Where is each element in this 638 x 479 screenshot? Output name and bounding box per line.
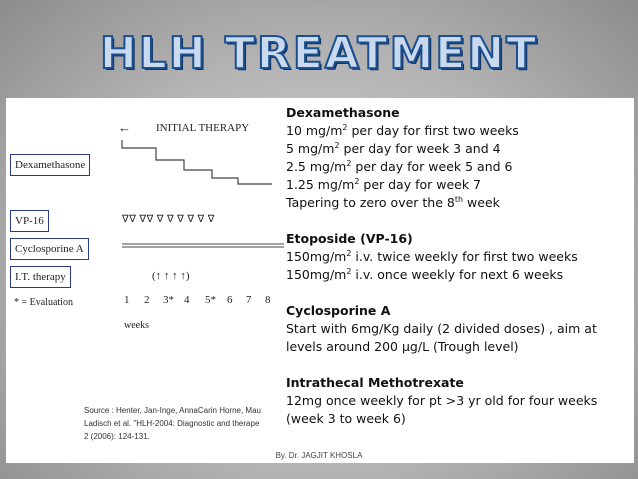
week-4: 4 xyxy=(184,294,190,306)
etoposide-heading: Etoposide (VP-16) xyxy=(286,231,413,246)
source-citation: Source : Henter, Jan-Inge, AnnaCarin Horne, Mau Ladisch et al. "HLH-2004: Diagnostic and therape 2 (2006): 124-131. xyxy=(84,406,261,441)
week-7: 7 xyxy=(246,294,252,306)
weeks-label: weeks xyxy=(124,320,149,331)
week-3: 3* xyxy=(163,294,174,306)
week-2: 2 xyxy=(144,294,150,306)
slide-title: HLH TREATMENT xyxy=(99,28,539,79)
label-cyclosporine: Cyclosporine A xyxy=(10,238,89,260)
vp16-dose-marks: ∇∇ ∇∇ ∇ ∇ ∇ ∇ ∇ ∇ xyxy=(122,214,215,225)
dex-line-5: Tapering to zero over the 8th week xyxy=(286,194,500,210)
treatment-details xyxy=(286,104,634,428)
mtx-line-1: 12mg once weekly for pt >3 yr old for four weeks xyxy=(286,393,598,408)
label-vp16: VP-16 xyxy=(10,210,49,232)
week-8: 8 xyxy=(265,294,271,306)
mtx-line-2: (week 3 to week 6) xyxy=(286,411,406,426)
label-evaluation: * = Evaluation xyxy=(14,297,73,308)
it-dose-marks: (↑ ↑ ↑ ↑) xyxy=(152,270,190,282)
arrow-left-icon: ← xyxy=(118,120,131,135)
cyclo-line-2: levels around 200 µg/L (Trough level) xyxy=(286,339,519,354)
methotrexate-heading: Intrathecal Methotrexate xyxy=(286,375,464,390)
week-6: 6 xyxy=(227,294,233,306)
cyclo-line-1: Start with 6mg/Kg daily (2 divided doses) , aim at xyxy=(286,321,597,336)
author-footer: By. Dr. JAGJIT KHOSLA xyxy=(275,451,363,460)
dex-line-2: 5 $mg/m^2$ per day for week 3 and 4 xyxy=(286,140,501,156)
week-1: 1 xyxy=(124,294,130,306)
cyclosporine-heading: Cyclosporine A xyxy=(286,303,391,318)
etop-line-1: $150mg/m^2$ i.v. twice weekly for first two weeks xyxy=(286,248,578,264)
week-5: 5* xyxy=(205,294,216,306)
dex-line-4: 1.25 $mg/m^2$ per day for week 7 xyxy=(286,176,482,192)
label-it-therapy: I.T. therapy xyxy=(10,266,71,288)
dex-line-3: 2.5 $mg/m^2$ per day for week 5 and 6 xyxy=(286,158,513,174)
diagram-header: INITIAL THERAPY xyxy=(156,122,250,134)
etop-line-2: $150mg/m^2$ i.v. once weekly for next 6 weeks xyxy=(286,266,564,282)
dex-line-1: 10 $mg/m^2$ per day for first two weeks xyxy=(286,122,519,138)
dexamethasone-heading: Dexamethasone xyxy=(286,105,400,120)
dexamethasone-taper-line xyxy=(6,98,284,318)
label-dexamethasone: Dexamethasone xyxy=(10,154,90,176)
